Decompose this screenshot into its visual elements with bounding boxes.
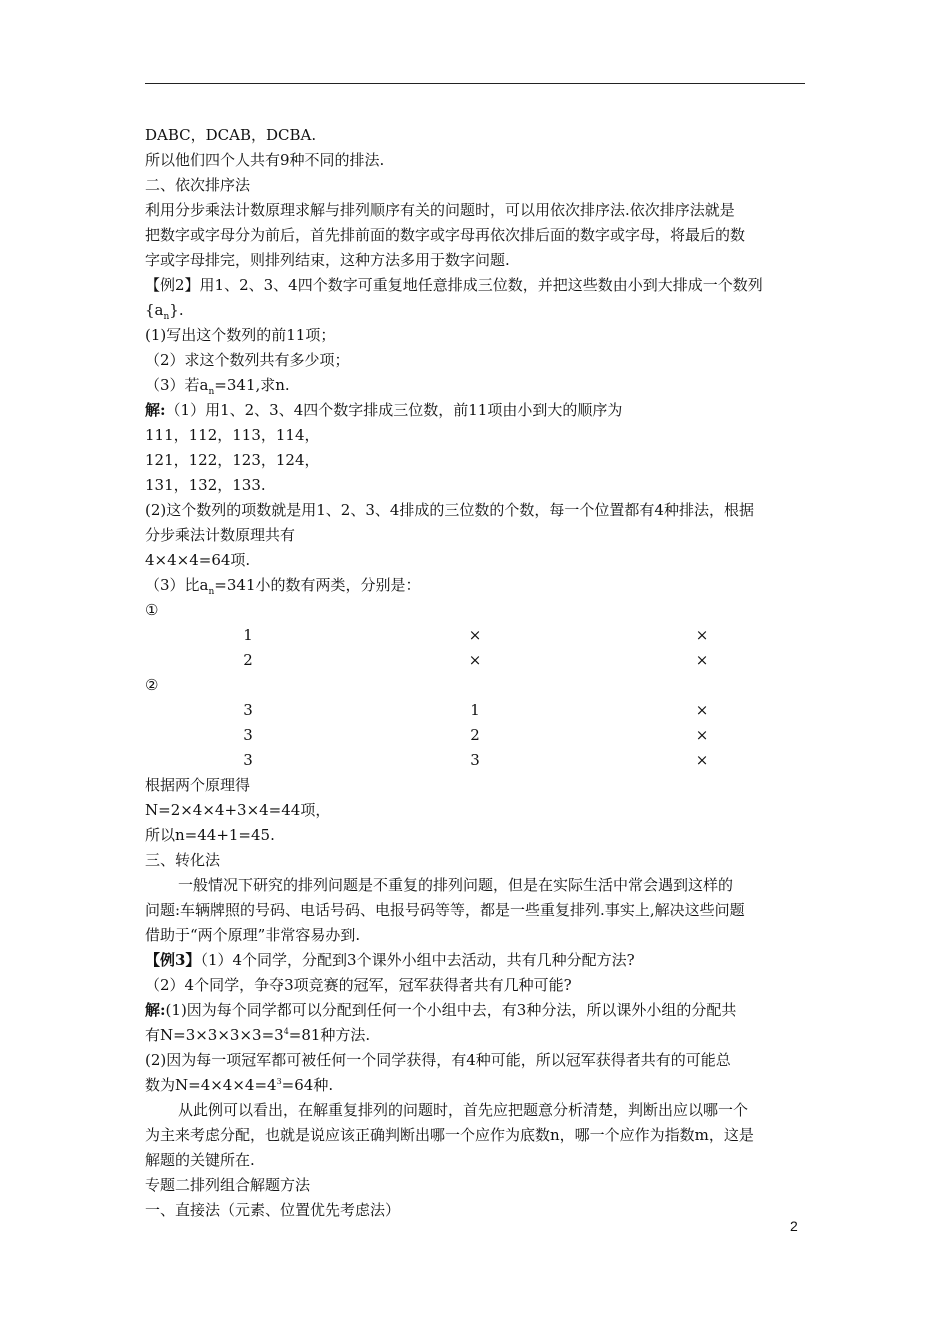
text-line: 问题:车辆牌照的号码、电话号码、电报号码等等，都是一些重复排列.事实上,解决这些问题 bbox=[145, 901, 745, 919]
table-cell: 2 bbox=[470, 726, 480, 744]
example-label: 【例3】 bbox=[145, 951, 201, 969]
text-fragment: （3）比a bbox=[145, 576, 209, 594]
section-heading: 二、依次排序法 bbox=[145, 176, 251, 194]
table-cell: 3 bbox=[243, 751, 253, 769]
example-2-title: 【例2】用1、2、3、4四个数字可重复地任意排成三位数，并把这些数由小到大排成一个数列 bbox=[145, 276, 763, 294]
text-fragment: =341小的数有两类，分别是： bbox=[214, 576, 421, 594]
text-fragment: =64种. bbox=[281, 1076, 334, 1094]
example-3-title bbox=[145, 950, 635, 970]
text-line: 121，122，123，124， bbox=[145, 451, 320, 469]
superscript: 4 bbox=[283, 1027, 289, 1036]
text-line: 一般情况下研究的排列问题是不重复的排列问题，但是在实际生活中常会遇到这样的 bbox=[178, 876, 734, 894]
text-line: DABC，DCAB，DCBA. bbox=[145, 126, 317, 144]
case-marker-2: ② bbox=[145, 676, 159, 694]
text-line: (2)因为每一项冠军都可被任何一个同学获得，有4种可能，所以冠军获得者共有的可能总 bbox=[145, 1051, 731, 1069]
table-cell: × bbox=[468, 626, 482, 644]
text-line: 根据两个原理得 bbox=[145, 776, 251, 794]
text-line bbox=[145, 575, 421, 595]
solution-line bbox=[145, 400, 622, 420]
solution-line bbox=[145, 1000, 736, 1020]
text-line: 分步乘法计数原理共有 bbox=[145, 526, 296, 544]
text-line bbox=[145, 375, 290, 395]
table-cell: × bbox=[695, 726, 709, 744]
text-line: 借助于“两个原理”非常容易办到. bbox=[145, 926, 361, 944]
text-line: 4×4×4=64项. bbox=[145, 551, 251, 569]
text-line: 为主来考虑分配，也就是说应该正确判断出哪一个应作为底数n，哪一个应作为指数m，这是 bbox=[145, 1126, 754, 1144]
text-fragment: （3）若a bbox=[145, 376, 209, 394]
section-heading: 三、转化法 bbox=[145, 851, 221, 869]
text-line: (2)这个数列的项数就是用1、2、3、4排成的三位数的个数，每一个位置都有4种排法，根据 bbox=[145, 501, 754, 519]
table-cell: 3 bbox=[243, 701, 253, 719]
subscript: n bbox=[208, 387, 215, 397]
superscript: 3 bbox=[276, 1077, 282, 1086]
table-cell: 1 bbox=[470, 701, 480, 719]
text-line bbox=[145, 300, 184, 320]
table-cell: × bbox=[695, 701, 709, 719]
table-cell: × bbox=[695, 651, 709, 669]
text-fragment: 有N=3×3×3×3=3 bbox=[145, 1026, 284, 1044]
text-line bbox=[145, 1075, 333, 1095]
case-marker-1: ① bbox=[145, 601, 159, 619]
table-cell: 1 bbox=[243, 626, 253, 644]
text-line: 利用分步乘法计数原理求解与排列顺序有关的问题时，可以用依次排序法.依次排序法就是 bbox=[145, 201, 735, 219]
text-fragment: {a bbox=[145, 301, 164, 319]
text-line: N=2×4×4+3×4=44项， bbox=[145, 801, 331, 819]
text-line: 从此例可以看出，在解重复排列的问题时，首先应把题意分析清楚，判断出应以哪一个 bbox=[178, 1101, 749, 1119]
text-fragment: （1）4个同学，分配到3个课外小组中去活动，共有几种分配方法? bbox=[200, 951, 635, 969]
text-fragment: (1)因为每个同学都可以分配到任何一个小组中去，有3种分法，所以课外小组的分配共 bbox=[165, 1001, 737, 1019]
table-cell: × bbox=[468, 651, 482, 669]
page-number: 2 bbox=[790, 1218, 798, 1234]
table-cell: 3 bbox=[470, 751, 480, 769]
text-line: 解题的关键所在. bbox=[145, 1151, 255, 1169]
text-line: 131，132，133. bbox=[145, 476, 266, 494]
text-fragment: （1）用1、2、3、4四个数字排成三位数，前11项由小到大的顺序为 bbox=[165, 401, 623, 419]
section-heading: 一、直接法（元素、位置优先考虑法） bbox=[145, 1201, 401, 1219]
text-line: 字或字母排完，则排列结束，这种方法多用于数字问题. bbox=[145, 251, 510, 269]
subscript: n bbox=[208, 587, 215, 597]
solution-label: 解: bbox=[145, 401, 166, 419]
table-cell: × bbox=[695, 626, 709, 644]
text-fragment: =341,求n. bbox=[214, 376, 290, 394]
table-cell: 2 bbox=[243, 651, 253, 669]
subscript: n bbox=[163, 312, 170, 322]
text-line: (1)写出这个数列的前11项； bbox=[145, 326, 336, 344]
solution-label: 解: bbox=[145, 1001, 166, 1019]
table-cell: 3 bbox=[243, 726, 253, 744]
text-fragment: }. bbox=[169, 301, 184, 319]
text-line: （2）4个同学，争夺3项竞赛的冠军，冠军获得者共有几种可能? bbox=[145, 976, 572, 994]
header-rule bbox=[145, 83, 805, 84]
text-line bbox=[145, 1025, 370, 1045]
text-line: 把数字或字母分为前后，首先排前面的数字或字母再依次排后面的数字或字母，将最后的数 bbox=[145, 226, 746, 244]
text-fragment: 数为N=4×4×4=4 bbox=[145, 1076, 277, 1094]
text-line: 111，112，113，114， bbox=[145, 426, 320, 444]
text-fragment: =81种方法. bbox=[288, 1026, 371, 1044]
text-line: 所以他们四个人共有9种不同的排法. bbox=[145, 151, 385, 169]
text-line: 所以n=44+1=45. bbox=[145, 826, 275, 844]
text-line: （2）求这个数列共有多少项； bbox=[145, 351, 350, 369]
section-heading: 专题二排列组合解题方法 bbox=[145, 1176, 311, 1194]
table-cell: × bbox=[695, 751, 709, 769]
